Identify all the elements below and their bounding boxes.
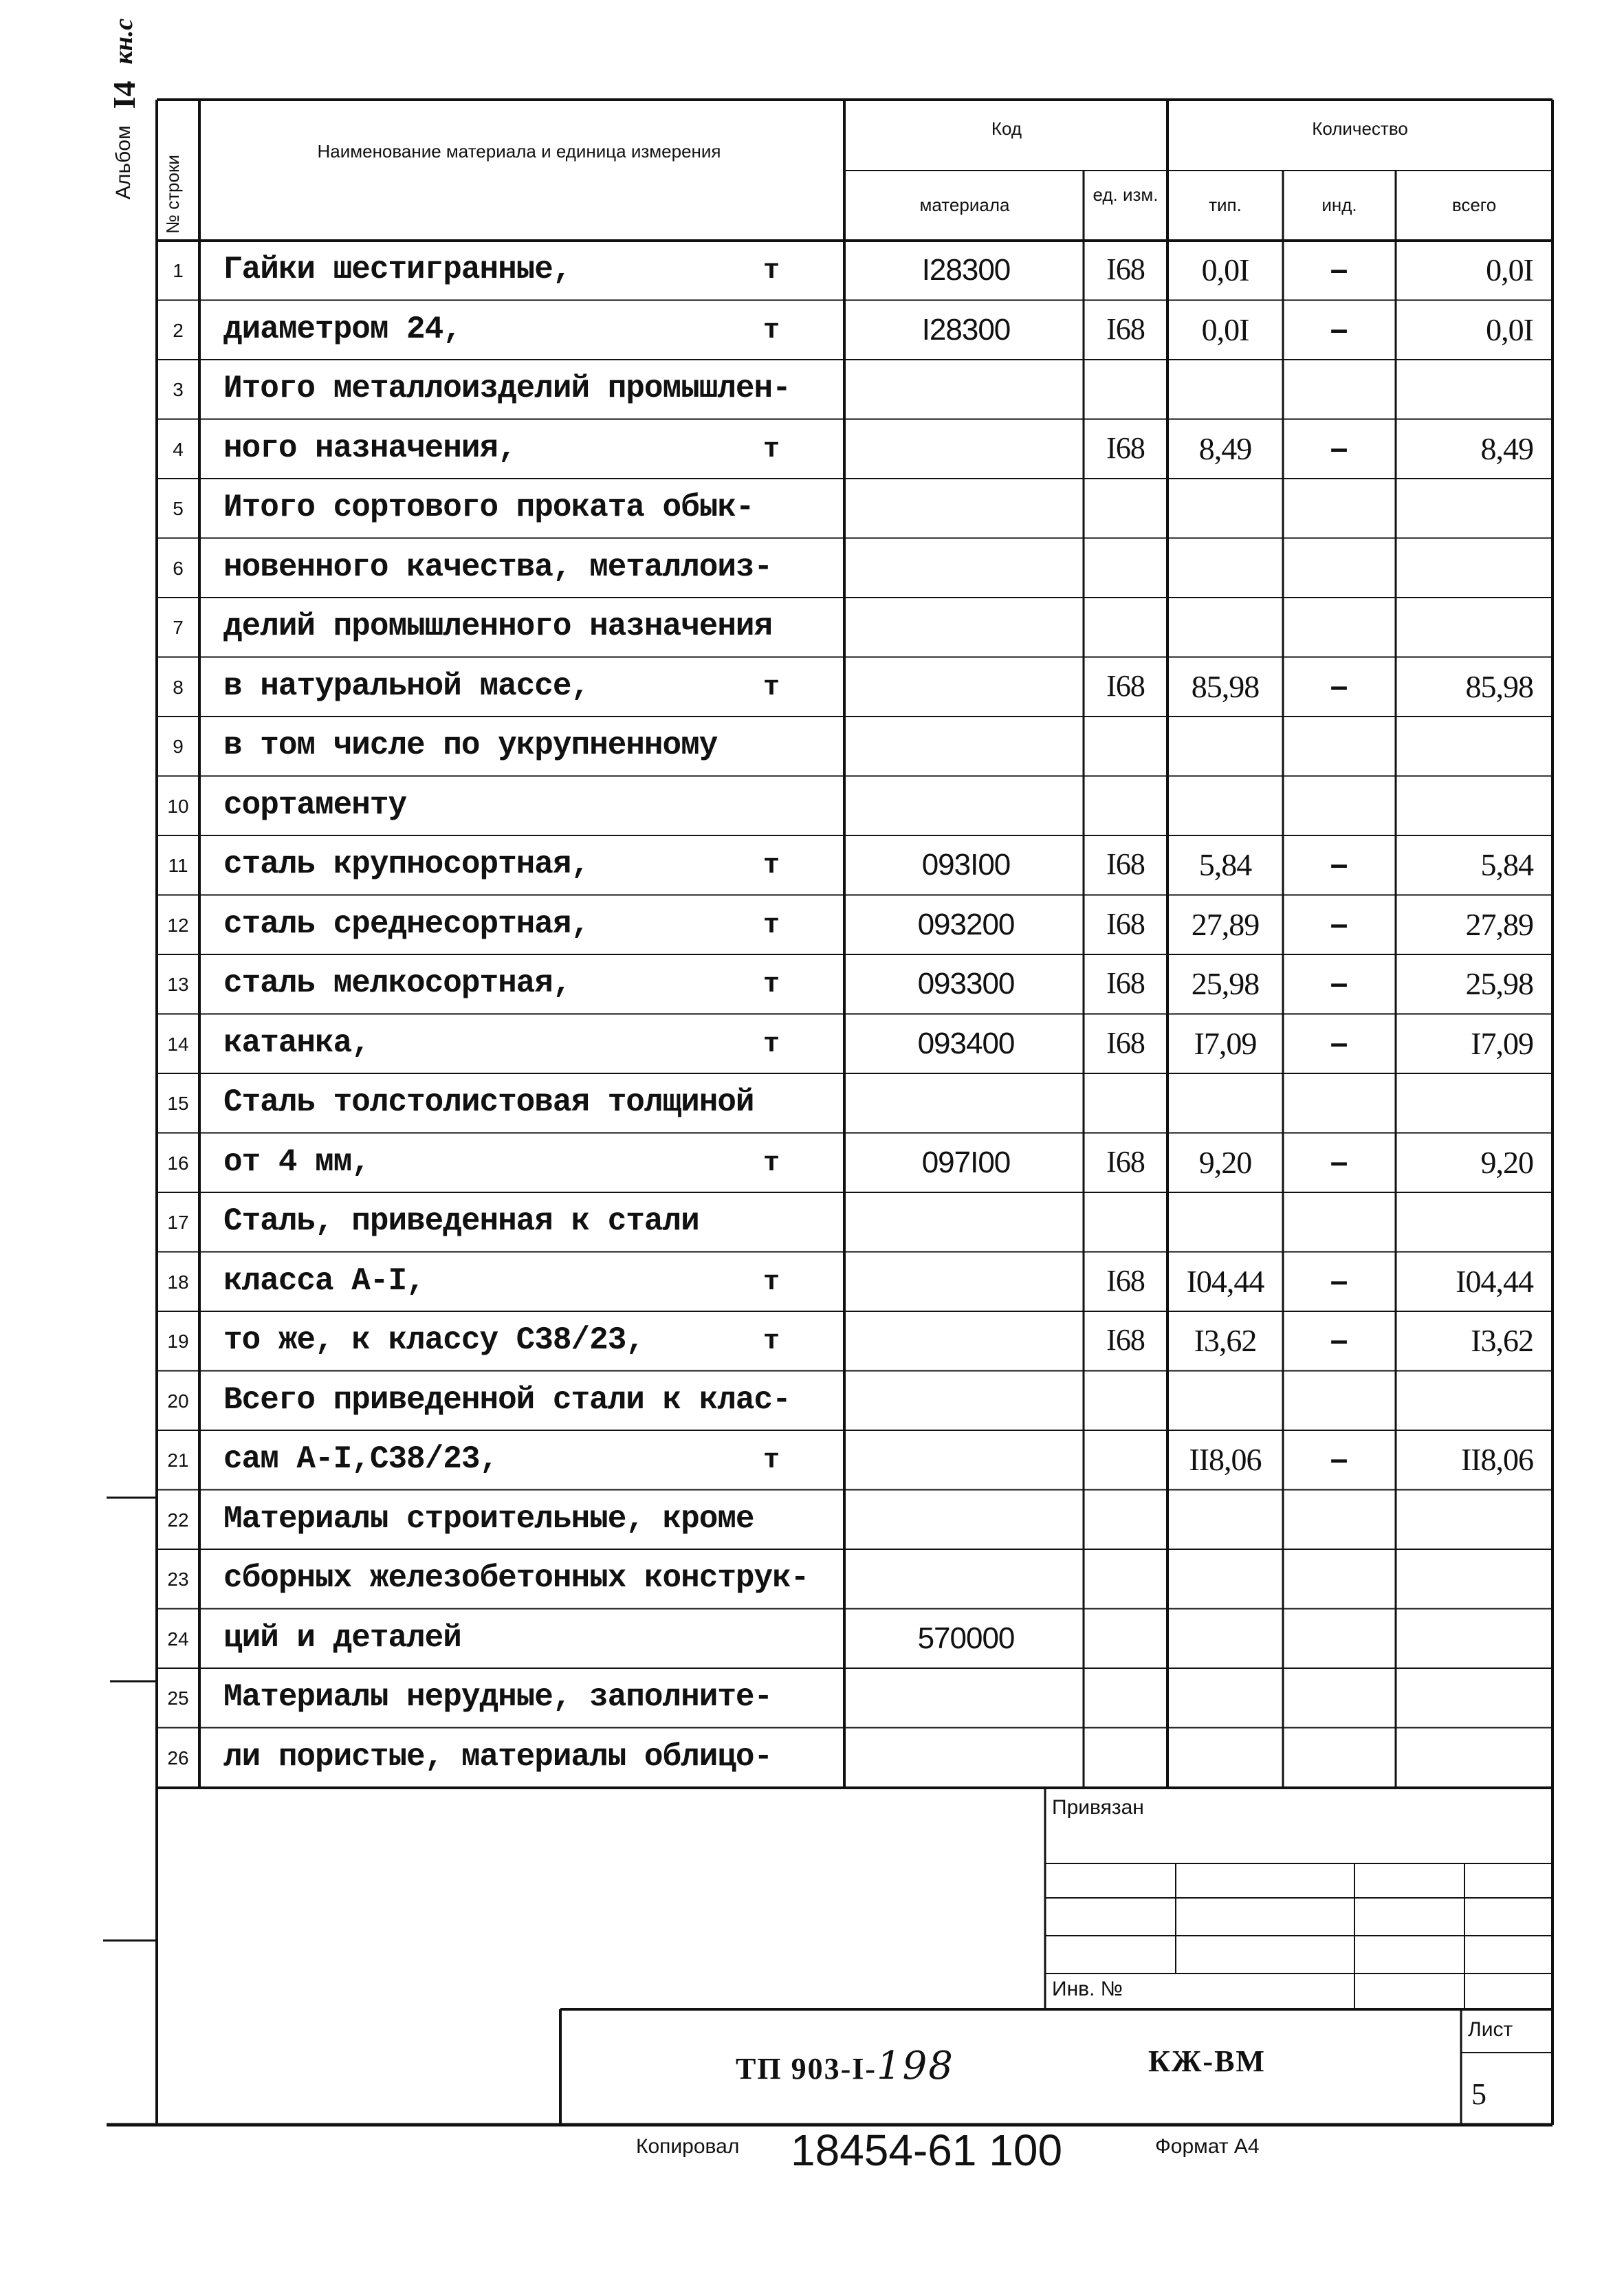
row-number: 4 [173, 438, 184, 460]
row-qty-total: 27,89 [1465, 906, 1533, 942]
row-material-name: сборных железобетонных конструк- [223, 1560, 809, 1596]
row-material-name: ли пористые, материалы облицо- [223, 1738, 773, 1775]
header-name: Наименование материала и единица измерения [317, 141, 721, 162]
row-unit-label: т [763, 970, 780, 1001]
row-qty-total: II8,06 [1460, 1442, 1533, 1477]
footer-copied-label: Копировал [636, 2135, 740, 2158]
row-material-name: сталь мелкосортная, [223, 965, 571, 1001]
row-material-code: 097I00 [921, 1145, 1011, 1179]
row-material-name: сам А-I,С38/23, [223, 1441, 498, 1477]
row-material-code: 093200 [917, 907, 1015, 941]
row-qty-typ: I04,44 [1186, 1263, 1264, 1299]
row-unit-code: I68 [1106, 430, 1145, 465]
row-number: 2 [173, 319, 184, 341]
row-material-name: делий промышленного назначения [223, 609, 773, 644]
row-qty-typ: 9,20 [1198, 1144, 1252, 1180]
album-book: кн.c [109, 18, 138, 65]
row-unit-label: т [763, 851, 780, 882]
row-qty-total: I7,09 [1471, 1025, 1533, 1061]
row-qty-ind: – [1330, 905, 1348, 941]
row-number: 24 [167, 1628, 189, 1650]
row-material-name: сталь крупносортная, [223, 846, 590, 882]
row-qty-ind: – [1330, 965, 1348, 1001]
row-qty-total: 85,98 [1465, 668, 1533, 704]
stamp-doc-code-print: ТП 903-I- [736, 2052, 877, 2086]
row-unit-label: т [763, 315, 780, 347]
stamp-privyazan: Привязан [1052, 1796, 1144, 1819]
row-qty-typ: 85,98 [1191, 668, 1260, 704]
row-material-code: I28300 [921, 253, 1011, 287]
row-unit-code: I68 [1106, 311, 1145, 346]
row-qty-ind: – [1330, 1262, 1348, 1298]
album-number: I4 [106, 80, 142, 109]
row-number: 16 [167, 1152, 189, 1174]
row-material-name: Итого сортового проката обык- [223, 490, 754, 525]
row-unit-label: т [763, 434, 780, 466]
header-unit: ед. изм. [1093, 184, 1159, 205]
row-unit-code: I68 [1106, 668, 1145, 703]
row-material-name: в натуральной массе, [223, 668, 590, 704]
row-number: 6 [173, 557, 184, 579]
row-material-name: то же, к классу С38/23, [223, 1322, 644, 1358]
row-material-code: 093300 [917, 967, 1015, 1001]
row-number: 25 [167, 1687, 189, 1709]
row-qty-ind: – [1330, 310, 1348, 347]
row-number: 3 [173, 379, 184, 400]
stamp-mark: КЖ-ВМ [1148, 2044, 1266, 2078]
row-number: 11 [168, 855, 188, 876]
stamp-inv-no: Инв. № [1052, 1978, 1123, 2000]
row-material-code: 093400 [917, 1026, 1015, 1060]
row-qty-typ: 27,89 [1191, 906, 1260, 942]
row-unit-label: т [763, 1445, 780, 1476]
row-qty-typ: II8,06 [1189, 1442, 1262, 1477]
row-number: 1 [173, 260, 184, 281]
row-material-code: 093I00 [921, 848, 1011, 882]
row-unit-label: т [763, 1326, 780, 1357]
row-material-name: Всего приведенной стали к клас- [223, 1381, 791, 1418]
row-qty-total: 8,49 [1480, 430, 1533, 466]
row-number: 20 [167, 1390, 189, 1412]
row-qty-ind: – [1330, 251, 1348, 287]
row-number: 7 [173, 617, 184, 638]
row-qty-ind: – [1330, 1143, 1348, 1179]
row-qty-total: 25,98 [1465, 966, 1533, 1001]
row-material-code: I28300 [921, 312, 1011, 347]
row-number: 23 [167, 1568, 189, 1590]
row-number: 26 [167, 1747, 189, 1769]
row-qty-typ: I3,62 [1194, 1323, 1257, 1358]
row-unit-code: I68 [1106, 847, 1145, 881]
row-material-name: в том числе по укрупненному [223, 728, 718, 763]
row-material-name: сталь среднесортная, [223, 906, 590, 942]
row-material-name: ного назначения, [223, 430, 516, 466]
row-qty-typ: 8,49 [1198, 430, 1252, 466]
row-qty-typ: 0,0I [1201, 311, 1249, 347]
row-number: 10 [167, 795, 189, 817]
album-label: Альбом [112, 125, 135, 199]
row-unit-code: I68 [1106, 1144, 1145, 1179]
row-qty-typ: 5,84 [1198, 847, 1252, 882]
stamp-sheet-number: 5 [1471, 2077, 1486, 2111]
row-material-code: 570000 [917, 1621, 1015, 1655]
row-qty-total: 0,0I [1486, 252, 1533, 287]
row-unit-code: I68 [1106, 906, 1145, 941]
row-material-name: ций и деталей [223, 1619, 461, 1656]
stamp-sheet-label: Лист [1468, 2018, 1513, 2041]
row-qty-typ: 25,98 [1191, 966, 1260, 1001]
row-unit-label: т [763, 1148, 780, 1179]
header-row-number: № строки [162, 155, 183, 234]
row-material-name: от 4 мм, [223, 1144, 370, 1180]
row-unit-label: т [763, 1267, 780, 1298]
row-number: 15 [167, 1093, 189, 1114]
row-number: 8 [173, 676, 184, 698]
row-number: 13 [167, 974, 189, 995]
row-qty-ind: – [1330, 846, 1348, 882]
row-material-name: Сталь толстолистовая толщиной [223, 1084, 754, 1120]
header-quantity: Количество [1312, 118, 1408, 139]
header-ind: инд. [1321, 195, 1357, 215]
row-qty-ind: – [1330, 667, 1348, 703]
row-number: 14 [167, 1033, 189, 1055]
row-number: 22 [167, 1509, 189, 1531]
row-material-name: новенного качества, металлоиз- [223, 549, 773, 585]
row-unit-label: т [763, 1029, 780, 1060]
row-material-name: Материалы строительные, кроме [223, 1500, 754, 1537]
row-unit-label: т [763, 256, 780, 287]
row-material-name: Сталь, приведенная к стали [223, 1203, 699, 1239]
row-qty-total: I04,44 [1456, 1263, 1533, 1299]
row-qty-typ: I7,09 [1194, 1025, 1257, 1061]
row-material-name: сортаменту [223, 787, 407, 823]
row-material-name: диаметром 24, [223, 311, 461, 347]
row-qty-total: 0,0I [1486, 311, 1533, 347]
row-unit-code: I68 [1106, 252, 1145, 286]
row-qty-total: 5,84 [1480, 847, 1533, 882]
row-unit-label: т [763, 910, 780, 941]
header-material: материала [919, 195, 1010, 215]
row-material-name: Итого металлоизделий промышлен- [223, 371, 791, 406]
row-unit-code: I68 [1106, 1323, 1145, 1357]
row-material-name: Гайки шестигранные, [223, 252, 571, 287]
header-code: Код [991, 118, 1022, 139]
row-number: 19 [167, 1331, 189, 1352]
stamp-doc-code [736, 2044, 954, 2088]
row-number: 12 [167, 914, 189, 936]
row-qty-ind: – [1330, 1441, 1348, 1476]
row-number: 21 [167, 1450, 189, 1471]
row-number: 18 [167, 1271, 189, 1293]
header-total: всего [1451, 195, 1497, 215]
row-material-name: класса А-I, [223, 1262, 425, 1299]
row-unit-code: I68 [1106, 1263, 1145, 1298]
header-typ: тип. [1209, 195, 1242, 215]
row-number: 9 [173, 736, 184, 757]
stamp-doc-code-hand: 198 [877, 2044, 954, 2088]
row-qty-total: I3,62 [1471, 1323, 1533, 1358]
row-unit-code: I68 [1106, 1025, 1145, 1060]
row-qty-ind: – [1330, 1322, 1348, 1357]
row-qty-typ: 0,0I [1201, 252, 1249, 287]
row-material-name: Материалы нерудные, заполните- [223, 1679, 773, 1715]
row-qty-total: 9,20 [1480, 1144, 1533, 1180]
row-number: 5 [173, 498, 184, 519]
row-qty-ind: – [1330, 429, 1348, 466]
row-unit-label: т [763, 672, 780, 703]
footer-format: Формат А4 [1155, 2135, 1260, 2158]
footer-copied-hand: 18454-61 100 [791, 2125, 1063, 2175]
row-material-name: катанка, [223, 1025, 370, 1061]
row-unit-code: I68 [1106, 966, 1145, 1000]
row-qty-ind: – [1330, 1024, 1348, 1060]
row-number: 17 [167, 1212, 189, 1233]
